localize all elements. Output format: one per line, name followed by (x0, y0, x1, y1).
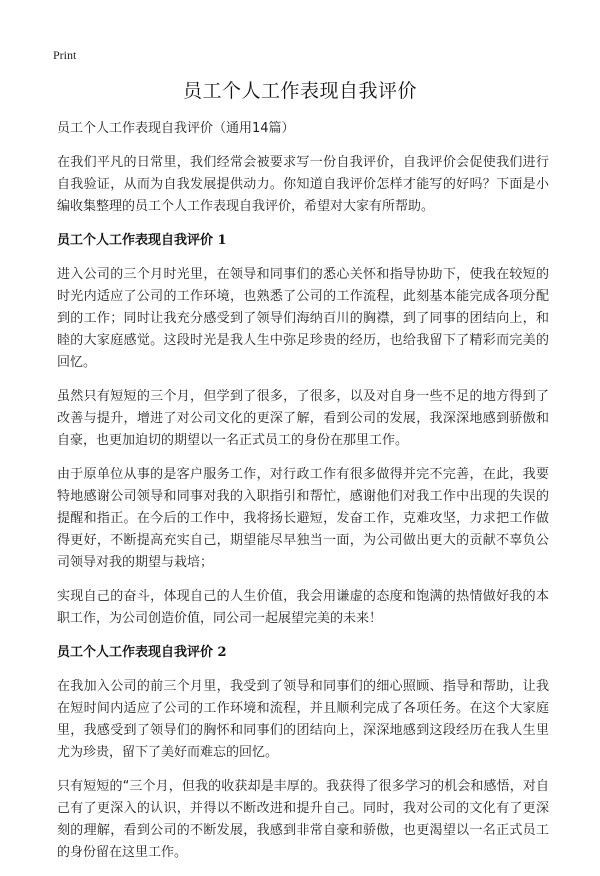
intro-paragraph: 在我们平凡的日常里，我们经常会被要求写一份自我评价，自我评价会促使我们进行自我验证，从而为自我发展提供动力。你知道自我评价怎样才能写的好吗？下面是小编收集整理的员工个人工作表现自我评价，希望对大家有所帮助。 (57, 155, 549, 214)
section-1-paragraph-1: 进入公司的三个月时光里，在领导和同事们的悉心关怀和指导协助下，使我在较短的时光内适应了公司的工作环境，也熟悉了公司的工作流程，此刻基本能完成各项分配到的工作；同时让我充分感受到了领导们海纳百川的胸襟，到了同事的团结向上，和睦的大家庭感觉。这段时光是我人生中弥足珍贵的经历，也给我留下了精彩而完美的回忆。 (57, 267, 549, 370)
page-title: 员工个人工作表现自我评价 (182, 80, 417, 102)
print-link[interactable]: Print (53, 48, 77, 62)
section-2-paragraph-1: 在我加入公司的前三个月里，我受到了领导和同事们的细心照顾、指导和帮助，让我在短时间内适应了公司的工作环境和流程，并且顺利完成了各项任务。在这个大家庭里，我感受到了领导们的胸怀和同事们的团结向上，深深地感到这段经历在我人生里尤为珍贵，留下了美好而难忘的回忆。 (57, 679, 549, 760)
article-subtitle: 员工个人工作表现自我评价（通用14篇） (57, 121, 295, 136)
section-1-paragraph-2: 虽然只有短短的三个月，但学到了很多，了很多，以及对自身一些不足的地方得到了改善与提升，增进了对公司文化的更深了解，看到公司的发展，我深深地感到骄傲和自豪，也更加迫切的期望以一名正式员工的身份在那里工作。 (57, 389, 549, 448)
section-heading-2: 员工个人工作表现自我评价 2 (57, 645, 227, 660)
article-body (57, 118, 549, 876)
section-1-paragraph-3: 由于原单位从事的是客户服务工作，对行政工作有很多做得并完不完善，在此，我要特地感谢公司领导和同事对我的入职指引和帮忙，感谢他们对我工作中出现的失误的 提醒和指正。在今后的工作中，我将扬长避短，发奋工作，克难攻坚，力求把工作做得更好，不断提高充实自己，期望能尽早独当一面，为公司做出更大的贡献不辜负公司领导对我的期望与栽培； (57, 467, 549, 570)
section-2-paragraph-2: 只有短短的“三个月，但我的收获却是丰厚的。我获得了很多学习的机会和感悟，对自己有了更深入的认识，并得以不断改进和提升自己。同时，我对公司的文化有了更深刻的理解，看到公司的不断发展，我感到非常自豪和骄傲，也更渴望以一名正式员工的身份留在这里工作。 (57, 779, 549, 860)
section-heading-1: 员工个人工作表现自我评价 1 (57, 233, 227, 248)
section-1-paragraph-4: 实现自己的奋斗，体现自己的人生价值，我会用谦虚的态度和饱满的热情做好我的本职工作，为公司创造价值，同公司一起展望完美的未来！ (57, 589, 549, 626)
